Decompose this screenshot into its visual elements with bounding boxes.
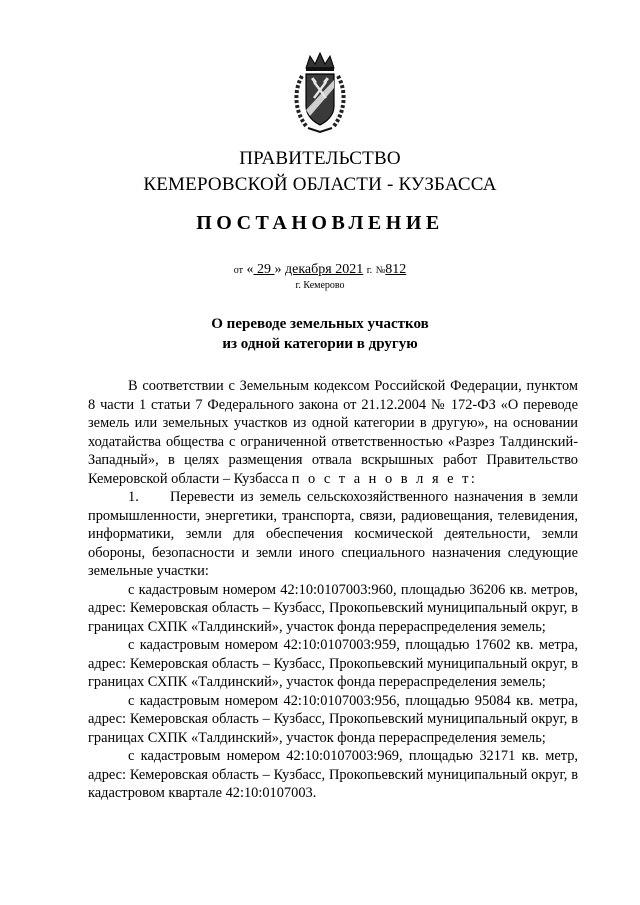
coat-of-arms-emblem [292,50,348,134]
parcel-paragraph: с кадастровым номером 42:10:0107003:956, площадью 95084 кв. метра, адрес: Кемеровская область – Кузбасс, Прокопьевский муниципальный округ, в границах СХПК «Талдинский», участок фонда перераспределения земель; [88,692,578,746]
date-day: 29 [257,262,271,277]
document-place: г. Кемерово [295,280,345,291]
postanovlyaet-word: п о с т а н о в л я е т: [291,470,478,487]
item-1-paragraph [88,488,578,581]
date-year-suffix: г. [366,265,373,276]
org-name-line2: КЕМЕРОВСКОЙ ОБЛАСТИ - КУЗБАССА [143,174,497,195]
document-title-line1: О переводе земельных участков [211,316,429,332]
intro-paragraph: В соответствии с Земельным кодексом Российской Федерации, пунктом 8 части 1 статьи 7 Федерального закона от 21.12.2004 № 172-ФЗ «О переводе земель или земельных участков из одной категории в другую», на основании ходатайства общества с ограниченной ответственностью «Разрез Талдинский-Западный», в целях размещения отвала вскрышных работ Правительство Кемеровской области – Кузбасса п о с т а н о в л я е т: [88,378,578,487]
document-number: 812 [385,262,407,277]
item-1-text: Перевести из земель сельскохозяйственного назначения в земли промышленности, энергетики, транспорта, связи, радиовещания, телевидения, информатики, земли для обеспечения космической деятельности, земли обороны, безопасности и земли иного специального назначения следующие земельные участки: [88,489,578,579]
parcel-paragraph: с кадастровым номером 42:10:0107003:960, площадью 36206 кв. метров, адрес: Кемеровская область – Кузбасс, Прокопьевский муниципальный округ, в границах СХПК «Талдинский», участок фонда перераспределения земель; [88,581,578,635]
document-title-line2: из одной категории в другую [222,336,418,352]
date-month-year: декабря 2021 [285,262,364,277]
org-name-line1: ПРАВИТЕЛЬСТВО [239,148,401,169]
document-type-heading: ПОСТАНОВЛЕНИЕ [196,212,444,234]
parcel-paragraph: с кадастровым номером 42:10:0107003:969, площадью 32171 кв. метр, адрес: Кемеровская область – Кузбасс, Прокопьевский муниципальный округ, в кадастровом квартале 42:10:0107003. [88,748,578,801]
item-1-number: 1. [128,489,139,505]
date-quote-open: « [246,262,254,277]
date-prefix: от [233,265,243,276]
number-sign: № [375,265,386,276]
document-date-number [0,262,640,278]
document-body [88,377,578,803]
parcel-paragraph: с кадастровым номером 42:10:0107003:959, площадью 17602 кв. метра, адрес: Кемеровская область – Кузбасс, Прокопьевский муниципальный округ, в границах СХПК «Талдинский», участок фонда перераспределения земель; [88,637,578,690]
date-quote-close: » [274,262,282,277]
